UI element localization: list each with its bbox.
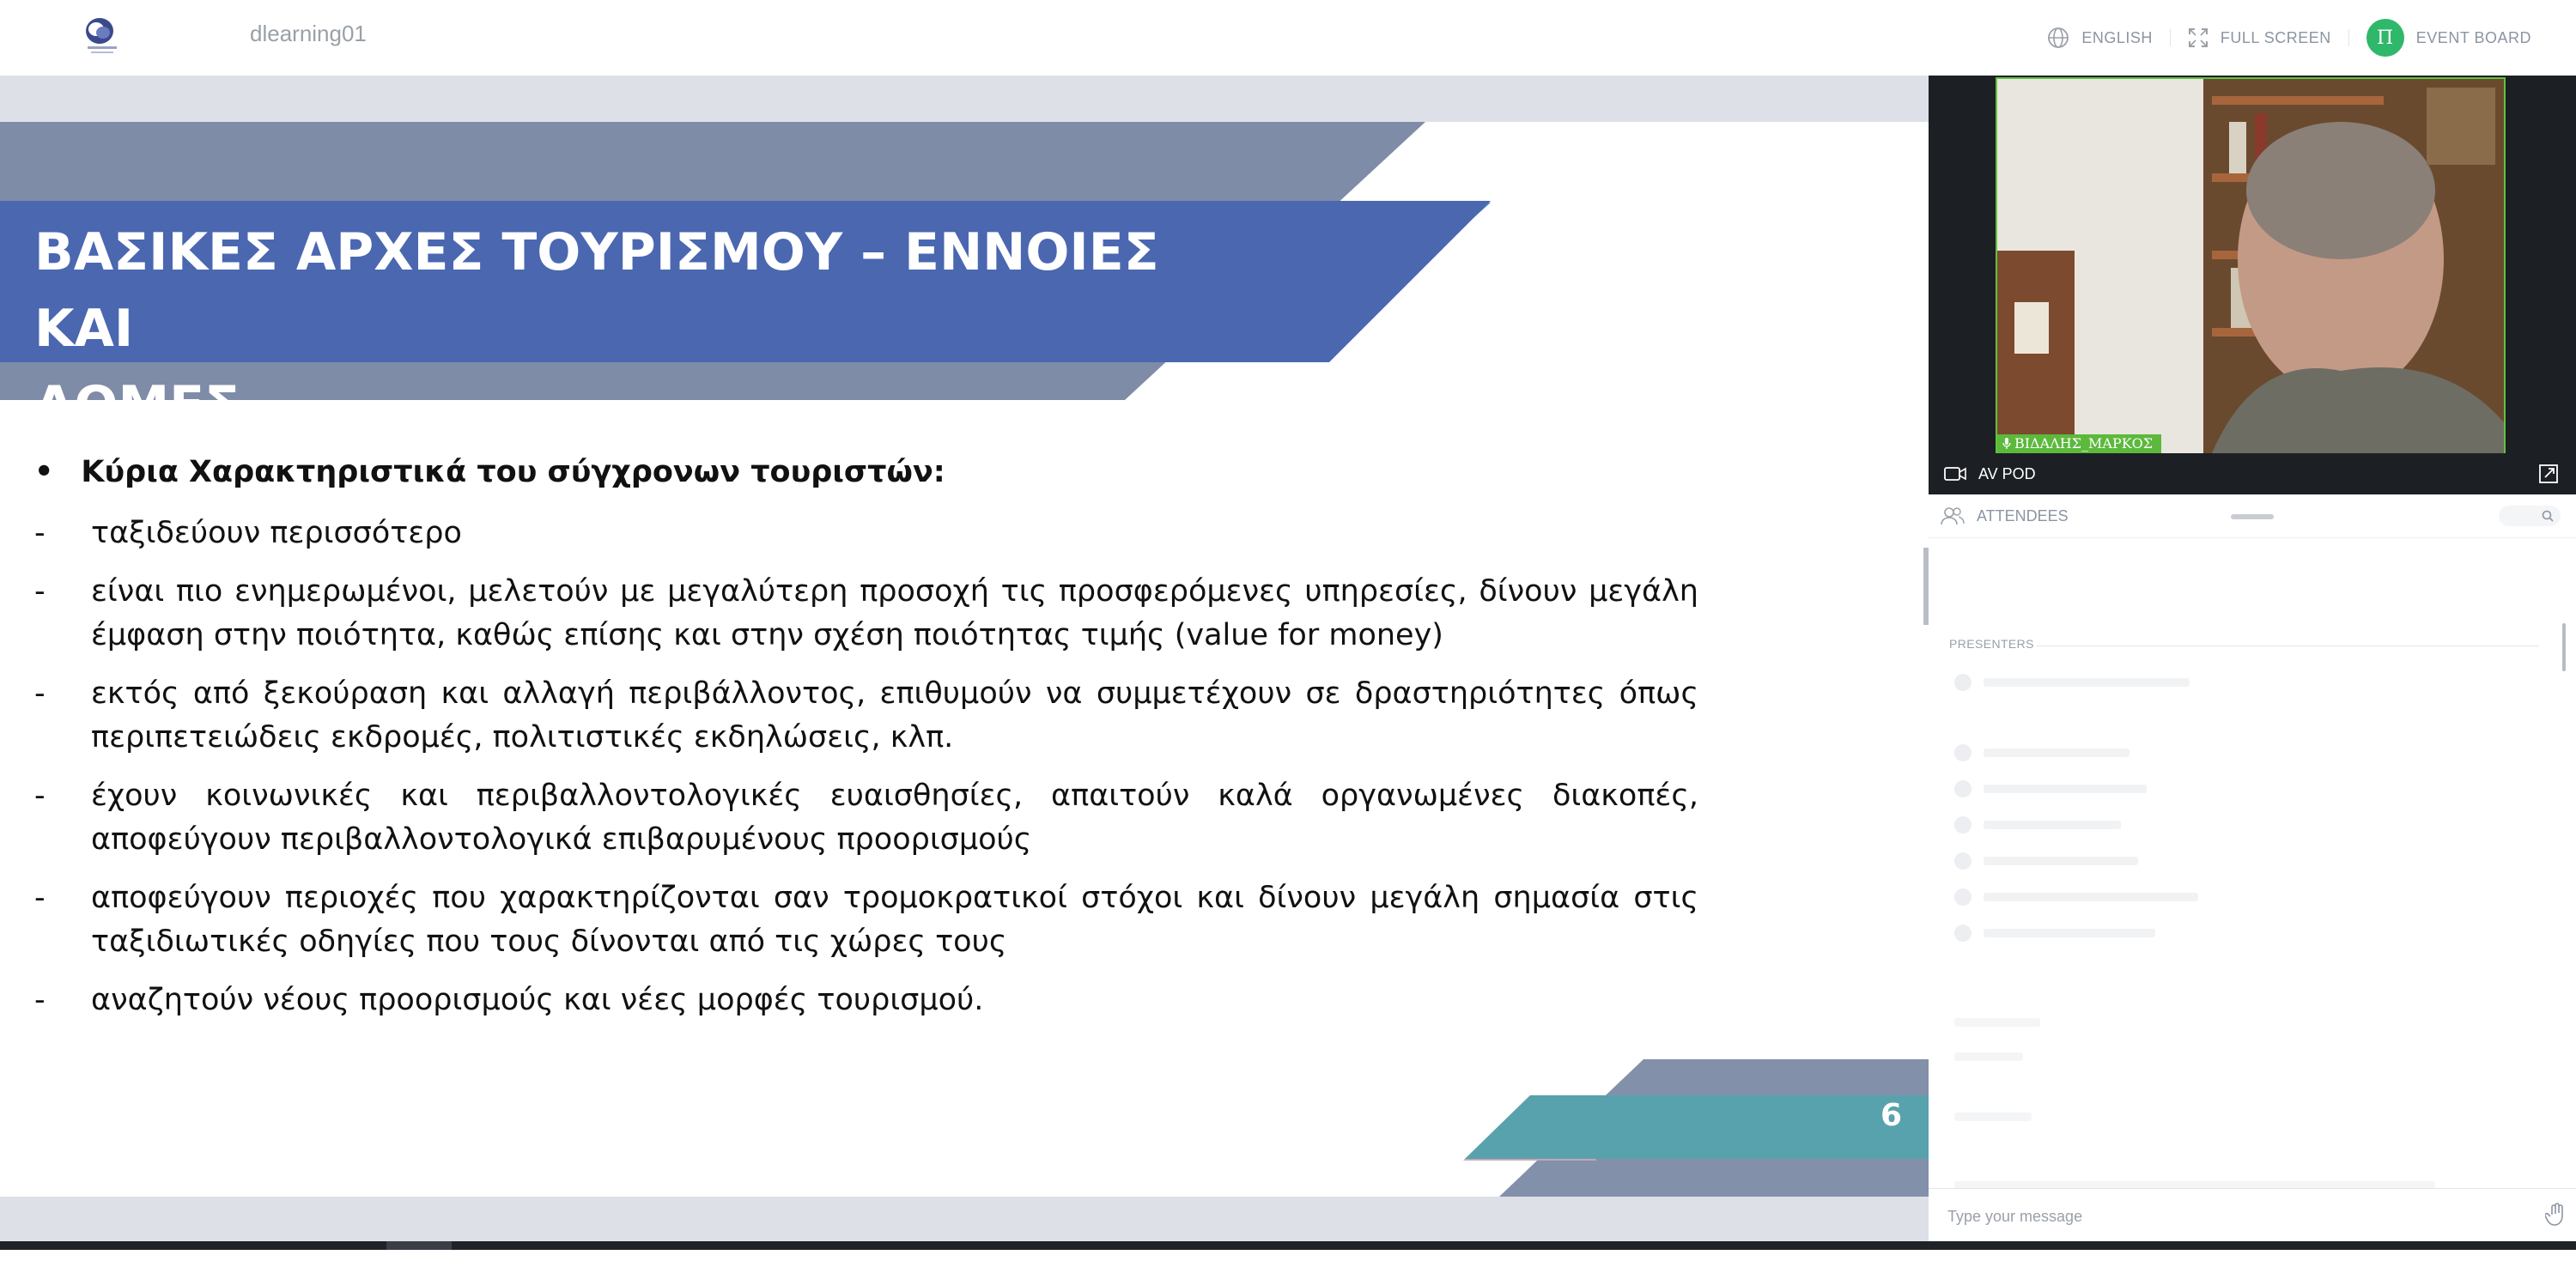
presenter-video-frame xyxy=(1997,79,2504,453)
presenters-heading: PRESENTERS xyxy=(1949,637,2034,651)
panel-resize-handle[interactable] xyxy=(2231,514,2274,519)
placeholder-text xyxy=(1984,749,2129,757)
bottom-bar xyxy=(0,1241,2576,1250)
placeholder-text xyxy=(1984,678,2190,687)
dash-marker: - xyxy=(34,881,46,915)
list-item xyxy=(34,774,1698,862)
list-item-text: αναζητούν νέους προορισμούς και νέες μορφές τουρισμού. xyxy=(91,983,984,1017)
av-pod-bar xyxy=(1929,453,2576,494)
av-pod xyxy=(1929,76,2576,453)
list-item xyxy=(1954,888,2198,906)
fullscreen-icon xyxy=(2188,27,2208,48)
avatar xyxy=(1954,780,1971,797)
slide xyxy=(0,122,1929,1197)
expand-icon xyxy=(2538,464,2559,484)
av-pod-label xyxy=(1944,465,2036,483)
attendees-search[interactable] xyxy=(2499,506,2561,526)
placeholder-text xyxy=(1954,1052,2023,1061)
slide-heading-text: Κύρια Χαρακτηριστικά του σύγχρονων τουριστών: xyxy=(81,455,945,489)
slide-body xyxy=(34,450,1698,1037)
attendees-header xyxy=(1929,494,2576,538)
placeholder-text xyxy=(1954,1018,2040,1027)
list-item-text: αποφεύγουν περιοχές που χαρακτηρίζονται σαν τρομοκρατικοί στόχοι και δίνουν μεγάλη σημασία στις ταξιδιωτικές οδηγίες που τους δίνονται από τις χώρες τους xyxy=(91,881,1698,959)
top-actions xyxy=(2047,0,2531,76)
list-item xyxy=(34,672,1698,760)
list-item xyxy=(34,979,1698,1022)
placeholder-text xyxy=(1984,785,2147,793)
dash-marker: - xyxy=(34,516,46,550)
event-board-label: EVENT BOARD xyxy=(2415,28,2531,46)
hand-icon xyxy=(2545,1203,2567,1227)
presentation-area xyxy=(0,76,1929,1241)
list-item xyxy=(1954,924,2155,943)
event-board-button[interactable] xyxy=(2366,19,2531,57)
language-label: ENGLISH xyxy=(2081,28,2153,46)
bullet-marker: • xyxy=(34,455,54,489)
avatar: Π xyxy=(2366,19,2404,57)
attendees-label: ATTENDEES xyxy=(1977,506,2069,524)
users-icon xyxy=(1941,506,1965,525)
right-panel xyxy=(1929,76,2576,1241)
list-item xyxy=(1954,779,2147,798)
room-name: dlearning01 xyxy=(250,21,367,46)
list-item xyxy=(1954,673,2190,692)
avatar xyxy=(1954,888,1971,906)
list-item xyxy=(34,876,1698,964)
slide-title-line: ΒΑΣΙΚΕΣ ΑΡΧΕΣ ΤΟΥΡΙΣΜΟΥ – ΕΝΝΟΙΕΣ ΚΑΙ xyxy=(34,222,1159,359)
list-item xyxy=(1954,815,2121,834)
presenter-name-tag xyxy=(1997,434,2161,453)
raise-hand-button[interactable] xyxy=(2545,1203,2567,1231)
avatar xyxy=(1954,924,1971,942)
language-button[interactable] xyxy=(2047,27,2153,49)
av-pod-title: AV POD xyxy=(1978,464,2036,482)
video-camera-icon xyxy=(1944,466,1966,482)
list-item-text: έχουν κοινωνικές και περιβαλλοντολογικές ευαισθησίες, απαιτούν καλά οργανωμένες διακοπές, αποφεύγουν περιβαλλοντολογικά επιβαρυμένους προορισμούς xyxy=(91,779,1698,857)
slide-heading xyxy=(34,450,1698,494)
dash-marker: - xyxy=(34,676,46,711)
attendees-tab[interactable] xyxy=(1941,506,2069,525)
search-icon xyxy=(2542,510,2554,522)
divider xyxy=(2170,29,2171,46)
top-bar xyxy=(0,0,2576,76)
dash-marker: - xyxy=(34,779,46,813)
chat-input-bar xyxy=(1929,1188,2576,1242)
list-item-text: είναι πιο ενημερωμένοι, μελετούν με μεγαλύτερη προσοχή τις προσφερόμενες υπηρεσίες, δίνουν μεγάλη έμφαση στην ποιότητα, καθώς επίσης και στην σχέση ποιότητας τιμής (value for money) xyxy=(91,574,1698,652)
placeholder-text xyxy=(1954,1112,2032,1121)
dash-marker: - xyxy=(34,574,46,609)
placeholder-text xyxy=(1984,893,2198,901)
expand-button[interactable] xyxy=(2538,464,2559,488)
panel-scrollbar[interactable] xyxy=(1923,548,1929,625)
scrollbar[interactable] xyxy=(2562,623,2566,671)
logo-icon[interactable] xyxy=(79,14,131,57)
list-item xyxy=(34,512,1698,555)
slide-page-number: 6 xyxy=(1880,1098,1903,1133)
divider xyxy=(2348,29,2349,46)
avatar xyxy=(1954,674,1971,691)
attendees-list xyxy=(1929,537,2576,1267)
chat-message-input[interactable] xyxy=(1946,1201,2516,1232)
presenter-video[interactable] xyxy=(1996,77,2506,455)
avatar xyxy=(1954,744,1971,761)
list-item-text: ταξιδεύουν περισσότερο xyxy=(91,516,462,550)
globe-icon xyxy=(2047,27,2069,49)
fullscreen-label: FULL SCREEN xyxy=(2220,28,2331,46)
list-item xyxy=(34,570,1698,658)
list-item xyxy=(1954,852,2138,870)
list-item xyxy=(1954,743,2129,762)
presenter-name: ΒΙΔΑΛΗΣ_ΜΑΡΚΟΣ xyxy=(2014,435,2154,452)
avatar xyxy=(1954,852,1971,870)
placeholder-text xyxy=(1984,929,2155,937)
placeholder-text xyxy=(1984,821,2121,829)
placeholder-text xyxy=(1984,857,2138,865)
list-item-text: εκτός από ξεκούραση και αλλαγή περιβάλλοντος, επιθυμούν να συμμετέχουν σε δραστηριότητες όπως περιπετειώδεις εκδρομές, πολιτιστικές εκδηλώσεις, κλπ. xyxy=(91,676,1698,755)
avatar xyxy=(1954,816,1971,834)
fullscreen-button[interactable] xyxy=(2188,27,2331,48)
slide-title-line: ΔΟΜΕΣ xyxy=(34,375,240,435)
microphone-icon xyxy=(2002,438,2011,450)
bottom-bar-grip[interactable] xyxy=(386,1241,452,1250)
dash-marker: - xyxy=(34,983,46,1017)
slide-title xyxy=(34,215,1271,444)
